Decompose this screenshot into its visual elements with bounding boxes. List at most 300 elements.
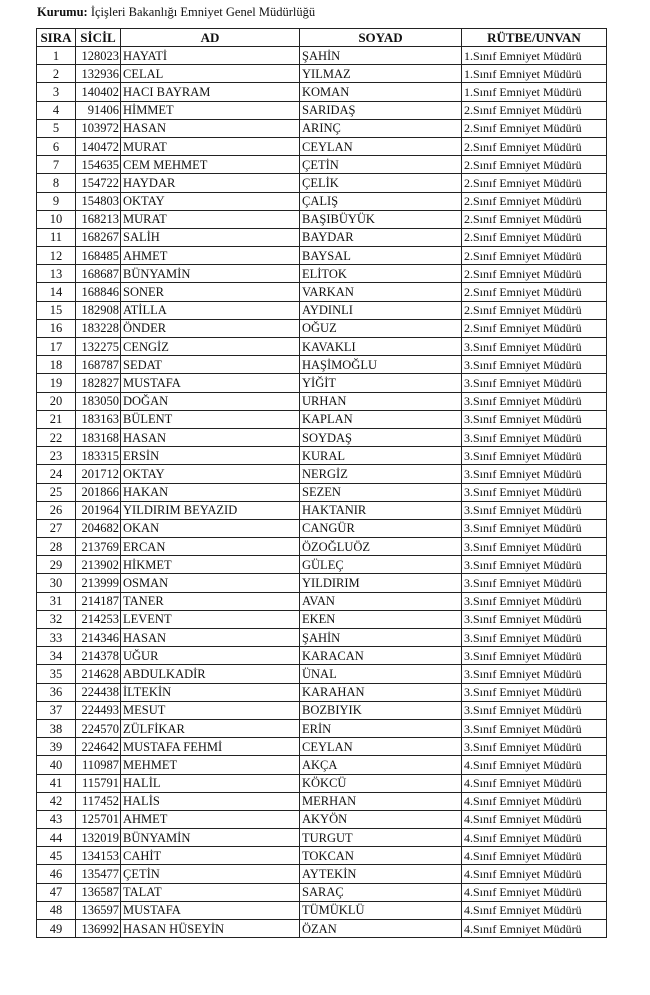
cell-sicil: 214187	[76, 592, 121, 610]
cell-ad: HASAN	[121, 119, 300, 137]
table-row	[37, 883, 607, 901]
cell-rutbe-unvan: 4.Sınıf Emniyet Müdürü	[462, 792, 607, 810]
cell-sira: 23	[37, 447, 76, 465]
cell-sicil: 117452	[76, 792, 121, 810]
cell-sira: 28	[37, 538, 76, 556]
cell-sira: 36	[37, 683, 76, 701]
cell-rutbe-unvan: 4.Sınıf Emniyet Müdürü	[462, 810, 607, 828]
cell-soyad: CEYLAN	[300, 137, 462, 155]
cell-sira: 42	[37, 792, 76, 810]
table-row	[37, 629, 607, 647]
cell-rutbe-unvan: 1.Sınıf Emniyet Müdürü	[462, 65, 607, 83]
cell-soyad: OĞUZ	[300, 319, 462, 337]
cell-sicil: 154803	[76, 192, 121, 210]
cell-rutbe-unvan: 3.Sınıf Emniyet Müdürü	[462, 574, 607, 592]
cell-ad: HAYATİ	[121, 47, 300, 65]
cell-ad: OKTAY	[121, 192, 300, 210]
table-row	[37, 592, 607, 610]
table-row	[37, 137, 607, 155]
cell-soyad: KÖKCÜ	[300, 774, 462, 792]
cell-soyad: BAYSAL	[300, 247, 462, 265]
cell-sicil: 214346	[76, 629, 121, 647]
cell-soyad: AYDINLI	[300, 301, 462, 319]
header-ad: AD	[121, 29, 300, 47]
cell-sira: 14	[37, 283, 76, 301]
cell-ad: UĞUR	[121, 647, 300, 665]
table-body	[37, 47, 607, 938]
cell-rutbe-unvan: 2.Sınıf Emniyet Müdürü	[462, 101, 607, 119]
cell-sicil: 136992	[76, 920, 121, 938]
cell-sicil: 154722	[76, 174, 121, 192]
institution-name: İçişleri Bakanlığı Emniyet Genel Müdürlüğü	[90, 5, 316, 19]
cell-sicil: 140472	[76, 137, 121, 155]
cell-ad: MUSTAFA	[121, 374, 300, 392]
cell-sira: 39	[37, 738, 76, 756]
cell-sicil: 132936	[76, 65, 121, 83]
cell-sira: 15	[37, 301, 76, 319]
cell-sira: 48	[37, 901, 76, 919]
cell-sira: 26	[37, 501, 76, 519]
cell-rutbe-unvan: 3.Sınıf Emniyet Müdürü	[462, 647, 607, 665]
cell-rutbe-unvan: 2.Sınıf Emniyet Müdürü	[462, 319, 607, 337]
cell-sicil: 224493	[76, 701, 121, 719]
table-row	[37, 356, 607, 374]
cell-sira: 1	[37, 47, 76, 65]
table-row	[37, 101, 607, 119]
cell-ad: HAYDAR	[121, 174, 300, 192]
cell-soyad: SEZEN	[300, 483, 462, 501]
cell-soyad: KAVAKLI	[300, 338, 462, 356]
table-row	[37, 119, 607, 137]
cell-soyad: NERGİZ	[300, 465, 462, 483]
cell-sicil: 213999	[76, 574, 121, 592]
cell-soyad: ÇALIŞ	[300, 192, 462, 210]
table-row	[37, 428, 607, 446]
cell-ad: LEVENT	[121, 610, 300, 628]
cell-sira: 21	[37, 410, 76, 428]
cell-sicil: 213902	[76, 556, 121, 574]
table-row	[37, 247, 607, 265]
cell-rutbe-unvan: 3.Sınıf Emniyet Müdürü	[462, 465, 607, 483]
cell-sira: 45	[37, 847, 76, 865]
table-row	[37, 847, 607, 865]
cell-sicil: 132275	[76, 338, 121, 356]
document-title	[37, 5, 315, 20]
cell-sicil: 132019	[76, 829, 121, 847]
cell-soyad: MERHAN	[300, 792, 462, 810]
cell-sira: 37	[37, 701, 76, 719]
cell-rutbe-unvan: 2.Sınıf Emniyet Müdürü	[462, 174, 607, 192]
cell-rutbe-unvan: 3.Sınıf Emniyet Müdürü	[462, 338, 607, 356]
cell-rutbe-unvan: 1.Sınıf Emniyet Müdürü	[462, 47, 607, 65]
cell-rutbe-unvan: 3.Sınıf Emniyet Müdürü	[462, 447, 607, 465]
cell-rutbe-unvan: 3.Sınıf Emniyet Müdürü	[462, 683, 607, 701]
table-row	[37, 228, 607, 246]
cell-soyad: AKÇA	[300, 756, 462, 774]
cell-rutbe-unvan: 3.Sınıf Emniyet Müdürü	[462, 519, 607, 537]
table-row	[37, 392, 607, 410]
cell-sira: 38	[37, 719, 76, 737]
cell-ad: CELAL	[121, 65, 300, 83]
table-row	[37, 83, 607, 101]
cell-sira: 2	[37, 65, 76, 83]
cell-soyad: YİĞİT	[300, 374, 462, 392]
table-row	[37, 756, 607, 774]
cell-sira: 11	[37, 228, 76, 246]
cell-sira: 40	[37, 756, 76, 774]
cell-soyad: GÜLEÇ	[300, 556, 462, 574]
cell-rutbe-unvan: 3.Sınıf Emniyet Müdürü	[462, 392, 607, 410]
header-sira: SIRA	[37, 29, 76, 47]
cell-sira: 33	[37, 629, 76, 647]
cell-soyad: VARKAN	[300, 283, 462, 301]
cell-sicil: 182908	[76, 301, 121, 319]
cell-sicil: 136597	[76, 901, 121, 919]
cell-rutbe-unvan: 3.Sınıf Emniyet Müdürü	[462, 592, 607, 610]
cell-sicil: 201866	[76, 483, 121, 501]
table-row	[37, 920, 607, 938]
table-row	[37, 738, 607, 756]
table-row	[37, 901, 607, 919]
cell-ad: BÜNYAMİN	[121, 265, 300, 283]
cell-sira: 13	[37, 265, 76, 283]
cell-soyad: AVAN	[300, 592, 462, 610]
cell-soyad: TURGUT	[300, 829, 462, 847]
cell-rutbe-unvan: 4.Sınıf Emniyet Müdürü	[462, 920, 607, 938]
cell-ad: MUSTAFA	[121, 901, 300, 919]
cell-sira: 10	[37, 210, 76, 228]
cell-rutbe-unvan: 2.Sınıf Emniyet Müdürü	[462, 301, 607, 319]
cell-sira: 12	[37, 247, 76, 265]
cell-sicil: 91406	[76, 101, 121, 119]
cell-sira: 47	[37, 883, 76, 901]
cell-soyad: SOYDAŞ	[300, 428, 462, 446]
cell-ad: HİMMET	[121, 101, 300, 119]
cell-sicil: 115791	[76, 774, 121, 792]
cell-soyad: ŞAHİN	[300, 47, 462, 65]
cell-ad: HAKAN	[121, 483, 300, 501]
cell-sicil: 168787	[76, 356, 121, 374]
cell-ad: HASAN HÜSEYİN	[121, 920, 300, 938]
cell-soyad: TOKCAN	[300, 847, 462, 865]
cell-rutbe-unvan: 4.Sınıf Emniyet Müdürü	[462, 883, 607, 901]
cell-rutbe-unvan: 4.Sınıf Emniyet Müdürü	[462, 774, 607, 792]
table-row	[37, 210, 607, 228]
cell-sira: 3	[37, 83, 76, 101]
cell-sicil: 183050	[76, 392, 121, 410]
cell-ad: ABDULKADİR	[121, 665, 300, 683]
cell-sicil: 224570	[76, 719, 121, 737]
cell-sira: 20	[37, 392, 76, 410]
cell-ad: DOĞAN	[121, 392, 300, 410]
cell-ad: TANER	[121, 592, 300, 610]
cell-sicil: 154635	[76, 156, 121, 174]
table-row	[37, 538, 607, 556]
cell-sira: 49	[37, 920, 76, 938]
cell-rutbe-unvan: 4.Sınıf Emniyet Müdürü	[462, 829, 607, 847]
cell-sicil: 183315	[76, 447, 121, 465]
cell-ad: SEDAT	[121, 356, 300, 374]
cell-rutbe-unvan: 4.Sınıf Emniyet Müdürü	[462, 756, 607, 774]
cell-ad: HASAN	[121, 428, 300, 446]
cell-sira: 16	[37, 319, 76, 337]
personnel-table	[36, 28, 607, 938]
cell-rutbe-unvan: 2.Sınıf Emniyet Müdürü	[462, 192, 607, 210]
cell-ad: HALİS	[121, 792, 300, 810]
cell-ad: ATİLLA	[121, 301, 300, 319]
cell-sicil: 168846	[76, 283, 121, 301]
cell-rutbe-unvan: 3.Sınıf Emniyet Müdürü	[462, 483, 607, 501]
cell-ad: YILDIRIM BEYAZID	[121, 501, 300, 519]
cell-rutbe-unvan: 4.Sınıf Emniyet Müdürü	[462, 901, 607, 919]
cell-soyad: URHAN	[300, 392, 462, 410]
cell-ad: SONER	[121, 283, 300, 301]
cell-soyad: YILDIRIM	[300, 574, 462, 592]
cell-soyad: SARAÇ	[300, 883, 462, 901]
cell-rutbe-unvan: 3.Sınıf Emniyet Müdürü	[462, 610, 607, 628]
table-row	[37, 792, 607, 810]
table-row	[37, 483, 607, 501]
cell-ad: ERSİN	[121, 447, 300, 465]
cell-sira: 32	[37, 610, 76, 628]
table-row	[37, 610, 607, 628]
cell-sicil: 201964	[76, 501, 121, 519]
table-row	[37, 192, 607, 210]
cell-soyad: ÖZAN	[300, 920, 462, 938]
cell-sicil: 182827	[76, 374, 121, 392]
cell-ad: CENGİZ	[121, 338, 300, 356]
cell-ad: ÖNDER	[121, 319, 300, 337]
table-row	[37, 501, 607, 519]
cell-soyad: BOZBIYIK	[300, 701, 462, 719]
cell-soyad: AKYÖN	[300, 810, 462, 828]
cell-ad: ZÜLFİKAR	[121, 719, 300, 737]
cell-rutbe-unvan: 2.Sınıf Emniyet Müdürü	[462, 119, 607, 137]
cell-rutbe-unvan: 2.Sınıf Emniyet Müdürü	[462, 137, 607, 155]
cell-soyad: HAKTANIR	[300, 501, 462, 519]
table-row	[37, 701, 607, 719]
cell-sira: 31	[37, 592, 76, 610]
cell-rutbe-unvan: 3.Sınıf Emniyet Müdürü	[462, 701, 607, 719]
cell-sicil: 128023	[76, 47, 121, 65]
cell-sira: 22	[37, 428, 76, 446]
cell-sira: 27	[37, 519, 76, 537]
cell-sira: 24	[37, 465, 76, 483]
cell-sicil: 224642	[76, 738, 121, 756]
cell-sira: 43	[37, 810, 76, 828]
cell-sicil: 103972	[76, 119, 121, 137]
cell-sicil: 140402	[76, 83, 121, 101]
cell-rutbe-unvan: 3.Sınıf Emniyet Müdürü	[462, 356, 607, 374]
cell-soyad: TÜMÜKLÜ	[300, 901, 462, 919]
cell-ad: MESUT	[121, 701, 300, 719]
cell-sira: 46	[37, 865, 76, 883]
cell-rutbe-unvan: 3.Sınıf Emniyet Müdürü	[462, 665, 607, 683]
table-row	[37, 465, 607, 483]
cell-soyad: ÇETİN	[300, 156, 462, 174]
cell-sicil: 183163	[76, 410, 121, 428]
cell-sicil: 183168	[76, 428, 121, 446]
cell-ad: SALİH	[121, 228, 300, 246]
cell-sira: 8	[37, 174, 76, 192]
cell-soyad: BAYDAR	[300, 228, 462, 246]
cell-soyad: KARAHAN	[300, 683, 462, 701]
table-header-row	[37, 29, 607, 47]
cell-sira: 35	[37, 665, 76, 683]
cell-ad: MURAT	[121, 137, 300, 155]
cell-ad: HASAN	[121, 629, 300, 647]
cell-sicil: 168267	[76, 228, 121, 246]
cell-sicil: 134153	[76, 847, 121, 865]
cell-sicil: 136587	[76, 883, 121, 901]
cell-ad: BÜLENT	[121, 410, 300, 428]
cell-ad: ÇETİN	[121, 865, 300, 883]
table-row	[37, 156, 607, 174]
header-soyad: SOYAD	[300, 29, 462, 47]
table-row	[37, 265, 607, 283]
cell-sira: 19	[37, 374, 76, 392]
table-row	[37, 810, 607, 828]
cell-sira: 29	[37, 556, 76, 574]
cell-ad: HACI BAYRAM	[121, 83, 300, 101]
cell-ad: BÜNYAMİN	[121, 829, 300, 847]
cell-sicil: 110987	[76, 756, 121, 774]
cell-soyad: SARIDAŞ	[300, 101, 462, 119]
cell-ad: MUSTAFA FEHMİ	[121, 738, 300, 756]
cell-sira: 30	[37, 574, 76, 592]
cell-ad: CAHİT	[121, 847, 300, 865]
table-row	[37, 556, 607, 574]
table-row	[37, 865, 607, 883]
cell-rutbe-unvan: 3.Sınıf Emniyet Müdürü	[462, 538, 607, 556]
cell-soyad: EKEN	[300, 610, 462, 628]
cell-sira: 6	[37, 137, 76, 155]
table-row	[37, 447, 607, 465]
cell-soyad: ARINÇ	[300, 119, 462, 137]
cell-soyad: YILMAZ	[300, 65, 462, 83]
cell-soyad: BAŞIBÜYÜK	[300, 210, 462, 228]
cell-soyad: KURAL	[300, 447, 462, 465]
cell-soyad: KARACAN	[300, 647, 462, 665]
cell-sicil: 125701	[76, 810, 121, 828]
cell-sira: 4	[37, 101, 76, 119]
cell-rutbe-unvan: 4.Sınıf Emniyet Müdürü	[462, 865, 607, 883]
table-row	[37, 65, 607, 83]
cell-sicil: 168687	[76, 265, 121, 283]
table-row	[37, 319, 607, 337]
cell-rutbe-unvan: 3.Sınıf Emniyet Müdürü	[462, 629, 607, 647]
table-row	[37, 719, 607, 737]
cell-sicil: 135477	[76, 865, 121, 883]
header-rutbe-unvan: RÜTBE/UNVAN	[462, 29, 607, 47]
cell-rutbe-unvan: 3.Sınıf Emniyet Müdürü	[462, 428, 607, 446]
cell-soyad: ÖZOĞLUÖZ	[300, 538, 462, 556]
cell-sira: 17	[37, 338, 76, 356]
cell-sira: 9	[37, 192, 76, 210]
cell-sicil: 224438	[76, 683, 121, 701]
cell-sira: 25	[37, 483, 76, 501]
table-row	[37, 283, 607, 301]
cell-sicil: 183228	[76, 319, 121, 337]
table-row	[37, 829, 607, 847]
cell-sira: 34	[37, 647, 76, 665]
cell-sira: 5	[37, 119, 76, 137]
cell-rutbe-unvan: 4.Sınıf Emniyet Müdürü	[462, 847, 607, 865]
table-row	[37, 519, 607, 537]
table-row	[37, 374, 607, 392]
institution-label: Kurumu:	[37, 5, 88, 19]
table-row	[37, 647, 607, 665]
cell-sicil: 201712	[76, 465, 121, 483]
table-row	[37, 410, 607, 428]
cell-rutbe-unvan: 2.Sınıf Emniyet Müdürü	[462, 156, 607, 174]
cell-ad: HİKMET	[121, 556, 300, 574]
cell-rutbe-unvan: 3.Sınıf Emniyet Müdürü	[462, 719, 607, 737]
table-row	[37, 174, 607, 192]
table-row	[37, 665, 607, 683]
table-row	[37, 301, 607, 319]
cell-sira: 41	[37, 774, 76, 792]
cell-ad: ERCAN	[121, 538, 300, 556]
cell-ad: CEM MEHMET	[121, 156, 300, 174]
cell-sicil: 214628	[76, 665, 121, 683]
cell-rutbe-unvan: 3.Sınıf Emniyet Müdürü	[462, 556, 607, 574]
cell-soyad: ÜNAL	[300, 665, 462, 683]
cell-soyad: KOMAN	[300, 83, 462, 101]
cell-ad: OKTAY	[121, 465, 300, 483]
cell-soyad: CEYLAN	[300, 738, 462, 756]
cell-sira: 18	[37, 356, 76, 374]
cell-sicil: 214253	[76, 610, 121, 628]
cell-soyad: ELİTOK	[300, 265, 462, 283]
cell-sicil: 168213	[76, 210, 121, 228]
header-sicil: SİCİL	[76, 29, 121, 47]
table-row	[37, 338, 607, 356]
cell-ad: MURAT	[121, 210, 300, 228]
cell-sira: 44	[37, 829, 76, 847]
cell-ad: TALAT	[121, 883, 300, 901]
cell-soyad: KAPLAN	[300, 410, 462, 428]
cell-rutbe-unvan: 3.Sınıf Emniyet Müdürü	[462, 738, 607, 756]
cell-soyad: HAŞİMOĞLU	[300, 356, 462, 374]
cell-rutbe-unvan: 2.Sınıf Emniyet Müdürü	[462, 210, 607, 228]
cell-rutbe-unvan: 2.Sınıf Emniyet Müdürü	[462, 283, 607, 301]
cell-rutbe-unvan: 3.Sınıf Emniyet Müdürü	[462, 501, 607, 519]
cell-ad: MEHMET	[121, 756, 300, 774]
cell-rutbe-unvan: 2.Sınıf Emniyet Müdürü	[462, 247, 607, 265]
cell-ad: OSMAN	[121, 574, 300, 592]
cell-soyad: ÇELİK	[300, 174, 462, 192]
cell-soyad: ŞAHİN	[300, 629, 462, 647]
cell-sicil: 204682	[76, 519, 121, 537]
table-row	[37, 574, 607, 592]
cell-sira: 7	[37, 156, 76, 174]
cell-rutbe-unvan: 3.Sınıf Emniyet Müdürü	[462, 410, 607, 428]
cell-ad: AHMET	[121, 810, 300, 828]
cell-ad: HALİL	[121, 774, 300, 792]
cell-rutbe-unvan: 2.Sınıf Emniyet Müdürü	[462, 228, 607, 246]
cell-ad: İLTEKİN	[121, 683, 300, 701]
cell-ad: AHMET	[121, 247, 300, 265]
cell-soyad: AYTEKİN	[300, 865, 462, 883]
cell-rutbe-unvan: 2.Sınıf Emniyet Müdürü	[462, 265, 607, 283]
cell-sicil: 214378	[76, 647, 121, 665]
cell-soyad: ERİN	[300, 719, 462, 737]
cell-rutbe-unvan: 3.Sınıf Emniyet Müdürü	[462, 374, 607, 392]
cell-ad: OKAN	[121, 519, 300, 537]
cell-rutbe-unvan: 1.Sınıf Emniyet Müdürü	[462, 83, 607, 101]
table-row	[37, 683, 607, 701]
